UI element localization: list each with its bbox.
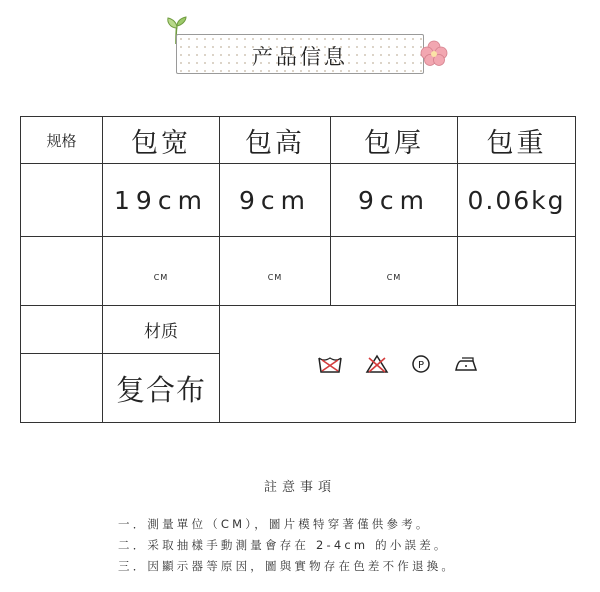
page-title: 产品信息 (252, 45, 348, 69)
empty-cell (21, 354, 103, 423)
value-weight: 0.06kg (458, 164, 576, 237)
corner-label: 规格 (21, 117, 103, 164)
flower-icon (420, 40, 448, 66)
spec-table (20, 116, 576, 423)
value-width: 19cm (103, 164, 220, 237)
value-height: 9cm (220, 164, 331, 237)
unit-label: CM (331, 237, 458, 306)
material-label: 材质 (103, 306, 220, 354)
note-item: 三．因顯示器等原因，圖與實物存在色差不作退換。 (118, 559, 457, 573)
empty-cell (21, 237, 103, 306)
unit-label: CM (103, 237, 220, 306)
title-banner (176, 34, 424, 74)
value-thickness: 9cm (331, 164, 458, 237)
note-item: 二．采取抽樣手動測量會存在 2-4cm 的小誤差。 (118, 538, 449, 552)
no-bleach-icon (365, 354, 389, 374)
material-value: 复合布 (103, 354, 220, 423)
header-thickness: 包厚 (331, 117, 458, 164)
iron-icon (453, 355, 479, 373)
svg-text:P: P (417, 360, 424, 371)
no-wash-icon (317, 354, 343, 374)
notes-title: 註意事項 (263, 480, 336, 495)
empty-cell (21, 306, 103, 354)
empty-cell (458, 237, 576, 306)
dry-clean-p-icon (411, 354, 431, 374)
empty-cell (21, 164, 103, 237)
unit-label: CM (220, 237, 331, 306)
note-item: 一．測量單位（CM），圖片模特穿著僅供參考。 (118, 517, 431, 531)
notes-list (118, 514, 538, 577)
header-height: 包高 (220, 117, 331, 164)
care-icons-cell (220, 306, 576, 423)
header-width: 包宽 (103, 117, 220, 164)
header-weight: 包重 (458, 117, 576, 164)
